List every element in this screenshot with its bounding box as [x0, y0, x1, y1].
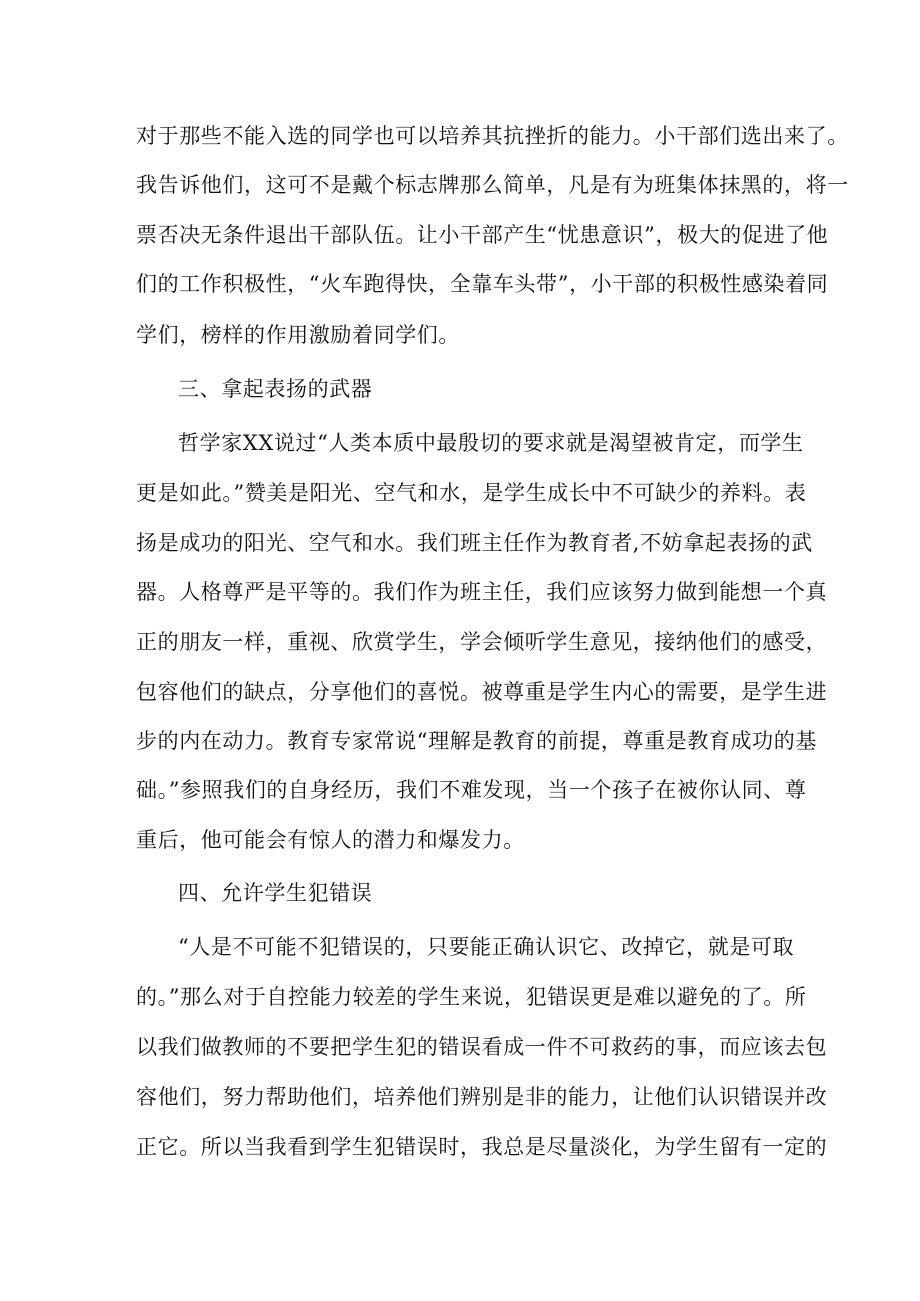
body-text-line: 学们，榜样的作用激励着同学们。	[136, 323, 460, 347]
body-text-line: 对于那些不能入选的同学也可以培养其抗挫折的能力。小干部们选出来了。	[136, 124, 849, 148]
body-text-line: 以我们做教师的不要把学生犯的错误看成一件不可救药的事，而应该去包	[136, 1035, 828, 1059]
body-text-line: 票否决无条件退出干部队伍。让小干部产生“忧患意识”，极大的促进了他	[136, 223, 829, 247]
body-text-line: 包容他们的缺点，分享他们的喜悦。被尊重是学生内心的需要，是学生进	[136, 680, 828, 704]
body-text-line: 正的朋友一样，重视、欣赏学生，学会倾听学生意见，接纳他们的感受，	[136, 630, 828, 654]
body-text-line: 我告诉他们，这可不是戴个标志牌那么简单，凡是有为班集体抹黑的，将一	[136, 173, 849, 197]
body-text-line: 重后，他可能会有惊人的潜力和爆发力。	[136, 828, 525, 852]
body-text-line: 器。人格尊严是平等的。我们作为班主任，我们应该努力做到能想一个真	[136, 580, 828, 604]
section-heading: 三、拿起表扬的武器	[178, 377, 373, 401]
body-text-line: 们的工作积极性，“火车跑得快，全靠车头带”，小干部的积极性感染着同	[136, 272, 829, 296]
body-text-line: 扬是成功的阳光、空气和水。我们班主任作为教育者,不妨拿起表扬的武	[136, 531, 813, 555]
body-text-line: 步的内在动力。教育专家常说“理解是教育的前提，尊重是教育成功的基	[136, 729, 817, 753]
body-text-line: 更是如此。”赞美是阳光、空气和水，是学生成长中不可缺少的养料。表	[136, 481, 807, 505]
body-text-line: 的。”那么对于自控能力较差的学生来说，犯错误更是难以避免的了。所	[136, 985, 807, 1009]
body-text-line: “人是不可能不犯错误的，只要能正确认识它、改掉它，就是可取	[178, 935, 795, 959]
body-text-line: 正它。所以当我看到学生犯错误时，我总是尽量淡化，为学生留有一定的	[136, 1135, 828, 1159]
section-heading: 四、允许学生犯错误	[178, 881, 373, 905]
body-text-line: 础。”参照我们的自身经历，我们不难发现，当一个孩子在被你认同、尊	[136, 778, 807, 802]
body-text-line: 容他们，努力帮助他们，培养他们辨别是非的能力，让他们认识错误并改	[136, 1085, 828, 1109]
body-text-line: 哲学家XX说过“人类本质中最殷切的要求就是渴望被肯定，而学生	[178, 431, 804, 455]
